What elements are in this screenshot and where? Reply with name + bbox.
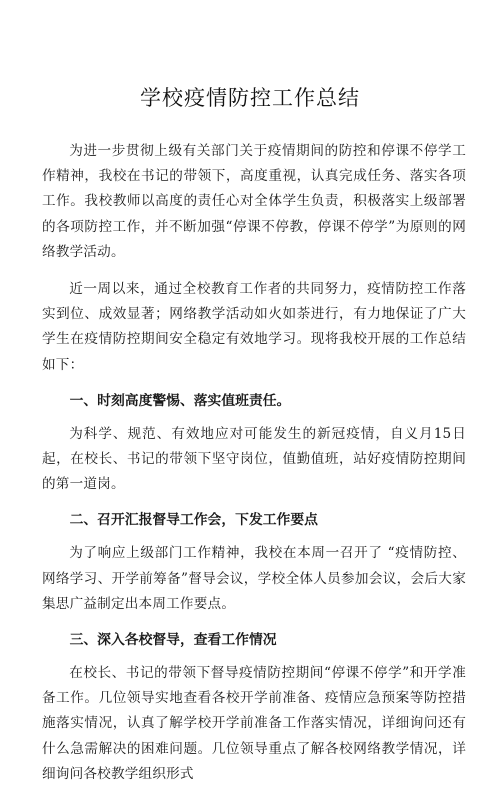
section-text-2: 为了响应上级部门工作精神，我校在本周一召开了 “疫情防控、网络学习、开学前筹备”督导会议，学校全体人员参加会议，会后大家集思广益制定出本周工作要点。: [42, 545, 466, 612]
document-title: 学校疫情防控工作总结: [140, 86, 360, 110]
section-text-1: 为科学、规范、有效地应对可能发生的新冠疫情，自义月15日起，在校长、书记的带领下坚守岗位，值勤值班，站好疫情防控期间的第一道岗。: [42, 425, 466, 493]
section-text-3: 在校长、书记的带领下督导疫情防控期间“停课不停学”和开学准备工作。几位领导实地查看各校开学前准备、疫情应急预案等防控措施落实情况，认真了解学校开学前准备工作落实情况，详细询问还有什么急需解决的困难问题。几位领导重点了解各校网络教学情况，详细询问各校教学组织形式: [42, 665, 466, 782]
section-heading-3: 三、深入各校督导，查看工作情况: [69, 632, 277, 649]
document-body: [42, 139, 466, 799]
section-heading-2: 二、召开汇报督导工作会，下发工作要点: [69, 512, 318, 529]
intro-paragraph-1: 为进一步贯彻上级有关部门关于疫情期间的防控和停课不停学工作精神，我校在书记的带领下，高度重视，认真完成任务、落实各项工作。我校教师以高度的责任心对全体学生负责，积极落实上级部署的各项防控工作，并不断加强“停课不停教，停课不停学”为原则的网络教学活动。: [42, 143, 466, 260]
intro-paragraph-2: 近一周以来，通过全校教育工作者的共同努力，疫情防控工作落实到位、成效显著；网络教学活动如火如荼进行，有力地保证了广大学生在疫情防控期间安全稳定有效地学习。现将我校开展的工作总结如下：: [42, 281, 466, 373]
section-heading-1: 一、时刻高度警惕、落实值班责任。: [69, 392, 291, 409]
